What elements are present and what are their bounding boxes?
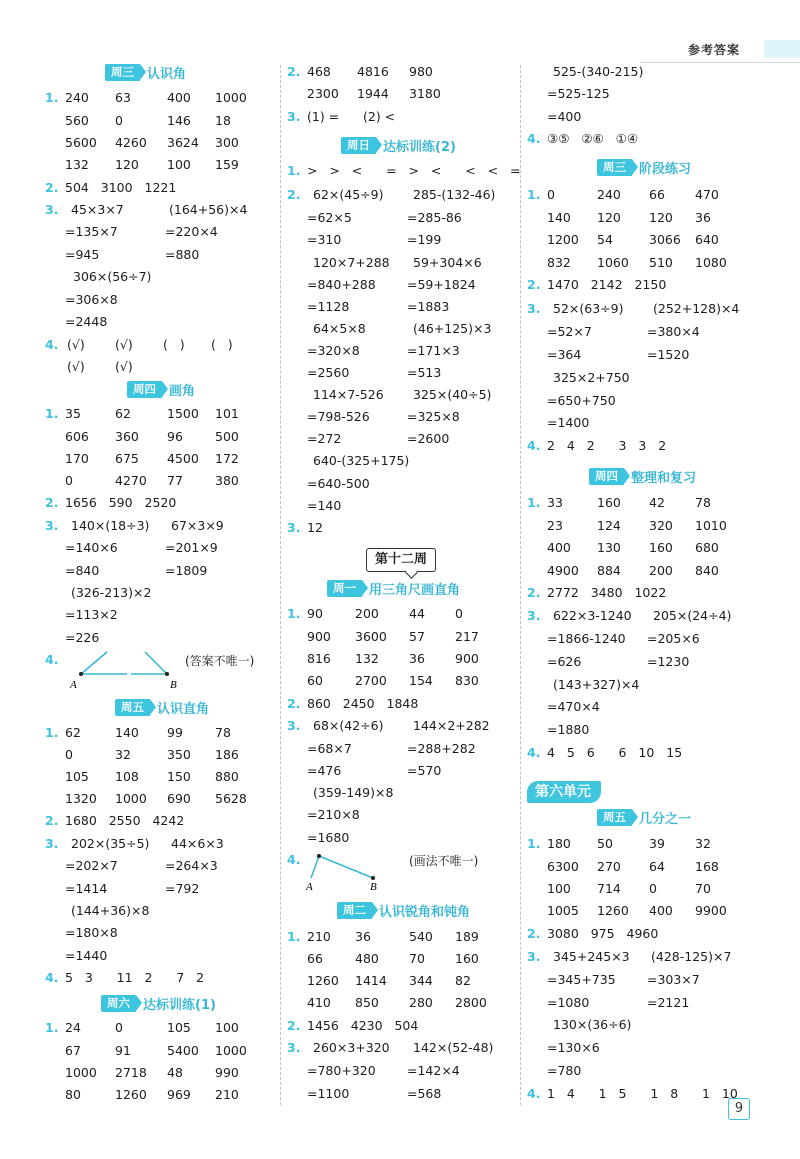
day-tag: 周二 <box>337 902 372 919</box>
label-a: A <box>306 881 313 893</box>
section-title: 周四 整理和复习 <box>589 467 696 491</box>
column-divider-1 <box>280 65 281 1105</box>
week-heading: 第十二周 <box>366 548 436 572</box>
header-accent-bar <box>764 40 800 58</box>
end-point-b <box>371 876 375 880</box>
section-title: 周四 画角 <box>127 380 195 404</box>
label-a: A <box>70 679 77 691</box>
angle-drawing-figure <box>63 648 183 692</box>
page-number: 9 <box>728 1098 750 1120</box>
day-tag: 周四 <box>589 468 624 485</box>
answer-column-3: 525-(340-215) =525-125 =400 4. ③⑤ ②⑥ ①④ 周三 阶段练习 1. 0 240 66 470 140 120 120 36 1200 54 3066 640 832 1060 510 1080 2. 1470 2142 2150 3. 52×(63÷9) (252+128)×4 =52×7 =380×4 =364 =1520 325×2+750 =650+750 =1400 4. 2 4 2 3 3 2 周四 整理和复习 1. 33 160 42 78 23 124 320 1010 400 130 160 680 4900 884 200 840 2. 2772 3480 1022 3. 622×3-1240 205×(24÷4) =1866-1240 =205×6 =626 =1230 (143+327)×4 =470×4 =1880 4. 4 5 6 6 10 15 第六单元 周五 几分之一 1. 180 50 39 32 6300 270 64 168 100 714 0 70 1005 1260 400 9900 2. 3080 975 4960 3. 345+245×3 (428-125)×7 =345+735 =303×7 =1080 =2121 130×(36÷6) =130×6 =780 4. 1 4 1 5 1 8 1 10 <box>527 64 740 1101</box>
unit-heading: 第六单元 <box>527 781 601 803</box>
angle-ray <box>145 652 167 674</box>
section-title: 周一 用三角尺画直角 <box>327 579 460 603</box>
section-title: 周五 几分之一 <box>597 808 691 832</box>
day-tag: 周三 <box>597 159 632 176</box>
section-title: 周三 认识角 <box>105 63 186 87</box>
angle-ray <box>311 856 319 878</box>
page-header <box>640 38 800 60</box>
section-title: 周六 达标训练(1) <box>101 994 216 1018</box>
vertex-point <box>317 854 321 858</box>
label-b: B <box>370 881 377 893</box>
vertex-point-b <box>165 672 169 676</box>
section-title: 周三 阶段练习 <box>597 158 691 182</box>
angle-ray <box>81 652 107 674</box>
day-tag: 周一 <box>327 580 362 597</box>
day-tag: 周日 <box>341 137 376 154</box>
answer-column-1: 周三 认识角 1. 240 63 400 1000 560 0 146 18 5600 4260 3624 300 132 120 100 159 2. 504 3100 1221 3. 45×3×7 (164+56)×4 =135×7 =220×4 =945 =880 306×(56÷7) =306×8 =2448 4. (√) (√) ( ) ( ) (√) (√) 周四 画角 1. 35 62 1500 101 606 360 96 500 170 675 4500 172 0 4270 77 380 2. 1656 590 2520 3. 140×(18÷3) 67×3×9 =140×6 =201×9 =840 =1809 (326-213)×2 =113×2 =226 4. A B (答案不唯一) 周五 认识直角 1. 62 140 99 78 0 32 350 186 105 108 150 880 1320 1000 690 5628 2. 1680 2550 4242 3. 202×(35÷5) 44×6×3 =202×7 =264×3 =1414 =792 (144+36)×8 =180×8 =1440 4. 5 3 11 2 7 2 周六 达标训练(1) 1. 24 0 105 100 67 91 5400 1000 1000 2718 48 990 80 1260 969 210 <box>45 65 255 1102</box>
day-tag: 周六 <box>101 995 136 1012</box>
day-tag: 周四 <box>127 381 162 398</box>
answer-note: (画法不唯一) <box>409 854 479 868</box>
answer-column-2: 2. 468 4816 980 2300 1944 3180 3. (1) = (2) < 周日 达标训练(2) 1. > > < = > < < < = 2. 62×(45÷9) 285-(132-46) =62×5 =285-86 =310 =199 120×7+288 59+304×6 =840+288 =59+1824 =1128 =1883 64×5×8 (46+125)×3 =320×8 =171×3 =2560 =513 114×7-526 325×(40÷5) =798-526 =325×8 =272 =2600 640-(325+175) =640-500 =140 3. 12 第十二周 周一 用三角尺画直角 1. 90 200 44 0 900 3600 57 217 816 132 36 900 60 2700 154 830 2. 860 2450 1848 3. 68×(42÷6) 144×2+282 =68×7 =288+282 =476 =570 (359-149)×8 =210×8 =1680 4. A B (画法不唯一) 周二 认识锐角和钝角 1. 210 36 540 189 66 480 70 160 1260 1414 344 82 410 850 280 2800 2. 1456 4230 504 3. 260×3+320 142×(52-48) =780+320 =142×4 =1100 =568 <box>287 64 521 1101</box>
answer-note: (答案不唯一) <box>185 654 255 668</box>
angle-drawing-figure <box>303 848 393 894</box>
day-tag: 周五 <box>115 699 150 716</box>
vertex-point-a <box>79 672 83 676</box>
header-title: 参考答案 <box>688 43 741 57</box>
section-title: 周日 达标训练(2) <box>341 136 456 160</box>
angle-ray <box>319 856 373 878</box>
day-tag: 周五 <box>597 809 632 826</box>
label-b: B <box>170 679 177 691</box>
section-title: 周二 认识锐角和钝角 <box>337 901 470 925</box>
day-tag: 周三 <box>105 64 140 81</box>
column-divider-2 <box>520 65 521 1105</box>
section-title: 周五 认识直角 <box>115 698 209 722</box>
